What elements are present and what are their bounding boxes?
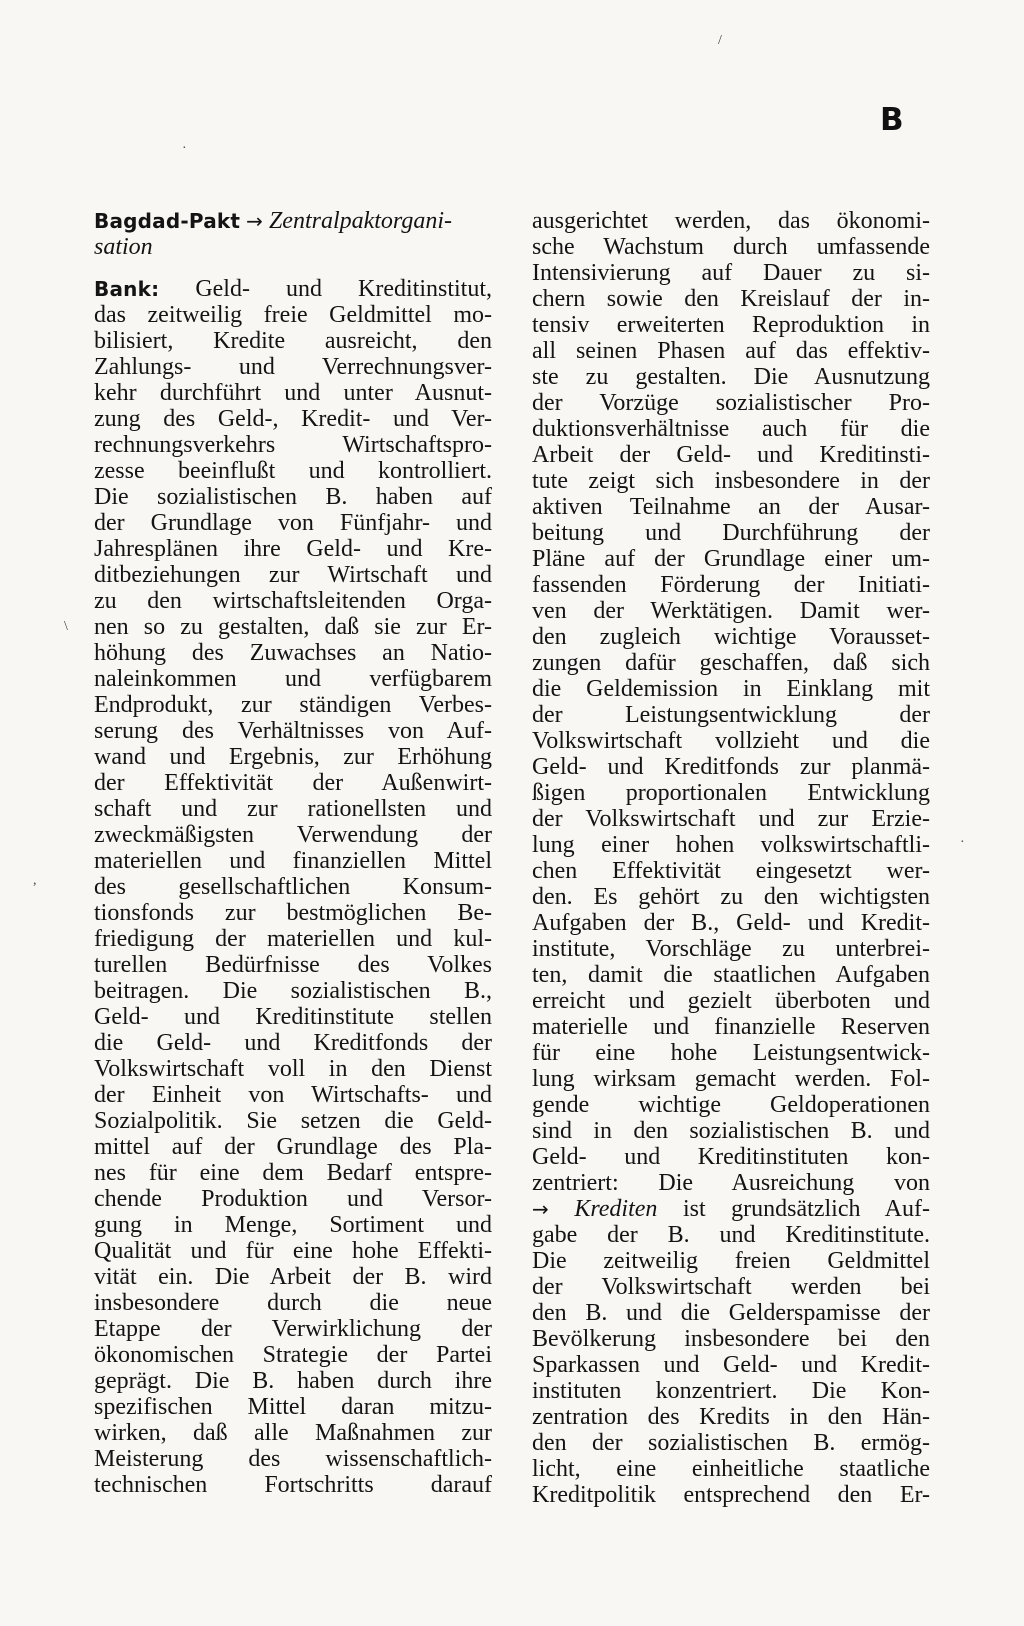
cross-reference-arrow: → (532, 1197, 549, 1221)
text-line (94, 1316, 492, 1342)
line-text: Arbeit der Geld- und Kreditinsti- (532, 442, 930, 468)
text-line (94, 484, 492, 510)
section-letter: B (880, 102, 904, 138)
text-line (532, 884, 930, 910)
line-text: ist grundsätzlich Auf- (657, 1196, 930, 1222)
line-text: friedigung der materiellen und kul- (94, 926, 492, 952)
text-line (94, 718, 492, 744)
line-text: Qualität und für eine hohe Effekti- (94, 1238, 492, 1264)
line-text: Geld- und Kreditfonds zur planmä- (532, 754, 930, 780)
line-text: mittel auf der Grundlage des Pla- (94, 1134, 492, 1160)
text-line (532, 260, 930, 286)
line-text: Etappe der Verwirklichung der (94, 1316, 492, 1342)
text-line (532, 910, 930, 936)
text-line (94, 1472, 492, 1498)
line-text: wirken, daß alle Maßnahmen zur (94, 1420, 492, 1446)
line-text: schaft und zur rationellsten und (94, 796, 492, 822)
text-line (94, 614, 492, 640)
line-text: zung des Geld-, Kredit- und Ver- (94, 406, 492, 432)
text-line (532, 936, 930, 962)
text-line (532, 1196, 930, 1222)
text-line (94, 666, 492, 692)
line-text: bilisiert, Kredite ausreicht, den (94, 328, 492, 354)
text-line (532, 520, 930, 546)
text-line (532, 390, 930, 416)
text-line (532, 780, 930, 806)
text-line (94, 328, 492, 354)
line-text: licht, eine einheitliche staatliche (532, 1456, 930, 1482)
text-line (94, 1394, 492, 1420)
right-column (532, 208, 930, 1508)
line-text: die Geld- und Kreditfonds der (94, 1030, 492, 1056)
text-line (94, 562, 492, 588)
line-text: des gesellschaftlichen Konsum- (94, 874, 492, 900)
text-line (94, 1212, 492, 1238)
text-line (94, 354, 492, 380)
line-text: naleinkommen und verfügbarem (94, 666, 492, 692)
line-text: Volkswirtschaft voll in den Dienst (94, 1056, 492, 1082)
line-text: der Leistungsentwicklung der (532, 702, 930, 728)
line-text: beitragen. Die sozialistischen B., (94, 978, 492, 1004)
line-text: Zahlungs- und Verrechnungsver- (94, 354, 492, 380)
text-line (532, 702, 930, 728)
text-line (94, 302, 492, 328)
line-text: chern sowie den Kreislauf der in- (532, 286, 930, 312)
line-text: rechnungsverkehrs Wirtschaftspro- (94, 432, 492, 458)
scan-speck: · (182, 141, 187, 156)
line-text: lung einer hohen volkswirtschaftli- (532, 832, 930, 858)
line-text: Endprodukt, zur ständigen Verbes- (94, 692, 492, 718)
text-line (94, 510, 492, 536)
line-text: vität ein. Die Arbeit der B. wird (94, 1264, 492, 1290)
line-text: Sparkassen und Geld- und Kredit- (532, 1352, 930, 1378)
line-text: die Geldemission in Einklang mit (532, 676, 930, 702)
cross-reference-link[interactable]: Zentralpaktorgani- (268, 208, 453, 234)
text-line (532, 338, 930, 364)
text-line (532, 1248, 930, 1274)
line-text: ditbeziehungen zur Wirtschaft und (94, 562, 492, 588)
line-text: chen Effektivität eingesetzt wer- (532, 858, 930, 884)
text-line (94, 952, 492, 978)
line-text: zweckmäßigsten Verwendung der (94, 822, 492, 848)
text-line (532, 364, 930, 390)
text-line (532, 1404, 930, 1430)
text-line (532, 416, 930, 442)
text-line (94, 1420, 492, 1446)
line-text: wand und Ergebnis, zur Erhöhung (94, 744, 492, 770)
text-line (94, 536, 492, 562)
text-line (532, 1274, 930, 1300)
text-line (532, 858, 930, 884)
line-text: beitung und Durchführung der (532, 520, 930, 546)
line-text: der Volkswirtschaft und zur Erzie- (532, 806, 930, 832)
scan-speck: / (718, 33, 722, 48)
text-line (532, 650, 930, 676)
text-line (94, 458, 492, 484)
line-text: den B. und die Gelderspamisse der (532, 1300, 930, 1326)
entry-bank-text (94, 276, 492, 1498)
text-line (532, 1040, 930, 1066)
line-text: tute zeigt sich insbesondere in der (532, 468, 930, 494)
line-text: chende Produktion und Versor- (94, 1186, 492, 1212)
line-text: der Einheit von Wirtschafts- und (94, 1082, 492, 1108)
line-text: insbesondere durch die neue (94, 1290, 492, 1316)
text-line (532, 962, 930, 988)
line-text: kehr durchführt und unter Ausnut- (94, 380, 492, 406)
line-text: ven der Werktätigen. Damit wer- (532, 598, 930, 624)
cross-reference-arrow: → (246, 209, 263, 233)
text-line (94, 874, 492, 900)
line-text: den der sozialistischen B. ermög- (532, 1430, 930, 1456)
line-text: der Vorzüge sozialistischer Pro- (532, 390, 930, 416)
text-line (94, 1368, 492, 1394)
line-text: den zugleich wichtige Vorausset- (532, 624, 930, 650)
line-text: gung in Menge, Sortiment und (94, 1212, 492, 1238)
line-text: ßigen proportionalen Entwicklung (532, 780, 930, 806)
text-line (94, 1160, 492, 1186)
line-text: Intensivierung auf Dauer zu si- (532, 260, 930, 286)
line-text: technischen Fortschritts darauf (94, 1472, 492, 1498)
line-text: nen so zu gestalten, daß sie zur Er- (94, 614, 492, 640)
line-text: gende wichtige Geldoperationen (532, 1092, 930, 1118)
line-text: Die sozialistischen B. haben auf (94, 484, 492, 510)
line-text: Kreditpolitik entsprechend den Er- (532, 1482, 930, 1508)
text-line (532, 286, 930, 312)
line-text: Meisterung des wissenschaftlich- (94, 1446, 492, 1472)
text-line (94, 1264, 492, 1290)
line-text: turellen Bedürfnisse des Volkes (94, 952, 492, 978)
line-text: serung des Verhältnisses von Auf- (94, 718, 492, 744)
line-text: Geld- und Kreditinstitute stellen (94, 1004, 492, 1030)
entry-separator (94, 260, 492, 276)
line-text: instituten konzentriert. Die Kon- (532, 1378, 930, 1404)
scan-speck: · (960, 835, 965, 850)
text-line (532, 1118, 930, 1144)
cross-reference-link[interactable]: Krediten (574, 1196, 658, 1222)
text-line (94, 900, 492, 926)
text-line (532, 754, 930, 780)
text-line (94, 406, 492, 432)
line-text: all seinen Phasen auf das effektiv- (532, 338, 930, 364)
line-text: materielle und finanzielle Reserven (532, 1014, 930, 1040)
text-line (532, 1326, 930, 1352)
text-line (94, 380, 492, 406)
line-text: höhung des Zuwachses an Natio- (94, 640, 492, 666)
text-line (94, 276, 492, 302)
text-line (532, 1170, 930, 1196)
line-text: sche Wachstum durch umfassende (532, 234, 930, 260)
line-text: zu den wirtschaftsleitenden Orga- (94, 588, 492, 614)
text-line (94, 848, 492, 874)
line-text: erreicht und gezielt überboten und (532, 988, 930, 1014)
text-line (532, 806, 930, 832)
entry-headword: Bagdad-Pakt (94, 209, 241, 233)
line-text: zentration des Kredits in den Hän- (532, 1404, 930, 1430)
line-text: Geld- und Kreditinstitut, (195, 276, 493, 302)
left-column (94, 208, 492, 1498)
text-line (94, 1108, 492, 1134)
text-line (532, 1092, 930, 1118)
line-text: zesse beeinflußt und kontrolliert. (94, 458, 492, 484)
line-text: ste zu gestalten. Die Ausnutzung (532, 364, 930, 390)
line-text: zungen dafür geschaffen, daß sich (532, 650, 930, 676)
text-line (94, 1238, 492, 1264)
text-line (94, 1186, 492, 1212)
text-line (94, 822, 492, 848)
text-line (94, 770, 492, 796)
line-text: Geld- und Kreditinstituten kon- (532, 1144, 930, 1170)
text-line (94, 1290, 492, 1316)
line-text: nes für eine dem Bedarf entspre- (94, 1160, 492, 1186)
text-line (532, 832, 930, 858)
text-line (532, 676, 930, 702)
text-line (532, 1066, 930, 1092)
line-text: der Grundlage von Fünfjahr- und (94, 510, 492, 536)
text-line (532, 1300, 930, 1326)
text-line (94, 1082, 492, 1108)
line-text: institute, Vorschläge zu unterbrei- (532, 936, 930, 962)
line-text: Aufgaben der B., Geld- und Kredit- (532, 910, 930, 936)
line-text: Volkswirtschaft vollzieht und die (532, 728, 930, 754)
line-text: Bevölkerung insbesondere bei den (532, 1326, 930, 1352)
text-line (532, 624, 930, 650)
text-line (94, 640, 492, 666)
line-text: sind in den sozialistischen B. und (532, 1118, 930, 1144)
text-line (94, 796, 492, 822)
text-line (94, 1030, 492, 1056)
text-line (532, 1144, 930, 1170)
text-line (94, 744, 492, 770)
text-line (532, 988, 930, 1014)
line-text: ausgerichtet werden, das ökonomi- (532, 208, 930, 234)
line-text: tionsfonds zur bestmöglichen Be- (94, 900, 492, 926)
scan-speck: \ (64, 619, 68, 634)
entry-bagdad-pakt-line-1 (94, 208, 492, 234)
line-text: den. Es gehört zu den wichtigsten (532, 884, 930, 910)
entry-bagdad-pakt-line-2 (94, 234, 492, 260)
line-text: duktionsverhältnisse auch für die (532, 416, 930, 442)
text-line (94, 588, 492, 614)
text-line (94, 1342, 492, 1368)
text-line (532, 546, 930, 572)
text-line (94, 432, 492, 458)
line-text: geprägt. Die B. haben durch ihre (94, 1368, 492, 1394)
line-text: materiellen und finanziellen Mittel (94, 848, 492, 874)
text-line (532, 728, 930, 754)
text-line (532, 494, 930, 520)
text-line (532, 1456, 930, 1482)
line-text: Pläne auf der Grundlage einer um- (532, 546, 930, 572)
text-line (532, 598, 930, 624)
text-line (94, 1446, 492, 1472)
text-line (94, 926, 492, 952)
line-text: für eine hohe Leistungsentwick- (532, 1040, 930, 1066)
line-text: ten, damit die staatlichen Aufgaben (532, 962, 930, 988)
text-line (532, 208, 930, 234)
line-text: gabe der B. und Kreditinstitute. (532, 1222, 930, 1248)
text-line (532, 1378, 930, 1404)
scan-speck: , (33, 873, 37, 888)
entry-bank-text-continued (532, 208, 930, 1508)
text-line (94, 1134, 492, 1160)
entry-headword: Bank: (94, 277, 160, 301)
line-text: Jahresplänen ihre Geld- und Kre- (94, 536, 492, 562)
text-line (532, 1222, 930, 1248)
line-text: zentriert: Die Ausreichung von (532, 1170, 930, 1196)
text-line (532, 1014, 930, 1040)
line-text: der Effektivität der Außenwirt- (94, 770, 492, 796)
text-line (532, 1430, 930, 1456)
text-line (94, 692, 492, 718)
text-line (94, 1004, 492, 1030)
text-line (532, 1352, 930, 1378)
line-text: fassenden Förderung der Initiati- (532, 572, 930, 598)
text-line (532, 442, 930, 468)
line-text: lung wirksam gemacht werden. Fol- (532, 1066, 930, 1092)
text-line (532, 234, 930, 260)
line-text: Die zeitweilig freien Geldmittel (532, 1248, 930, 1274)
text-line (532, 312, 930, 338)
line-text: ökonomischen Strategie der Partei (94, 1342, 492, 1368)
line-text: tensiv erweiterten Reproduktion in (532, 312, 930, 338)
text-line (532, 1482, 930, 1508)
text-line (532, 572, 930, 598)
text-line (94, 1056, 492, 1082)
text-line (532, 468, 930, 494)
text-line (94, 978, 492, 1004)
line-text: aktiven Teilnahme an der Ausar- (532, 494, 930, 520)
cross-reference-link-continued[interactable]: sation (94, 234, 153, 260)
line-text: der Volkswirtschaft werden bei (532, 1274, 930, 1300)
line-text: Sozialpolitik. Sie setzen die Geld- (94, 1108, 492, 1134)
line-text: spezifischen Mittel daran mitzu- (94, 1394, 492, 1420)
line-text: das zeitweilig freie Geldmittel mo- (94, 302, 492, 328)
